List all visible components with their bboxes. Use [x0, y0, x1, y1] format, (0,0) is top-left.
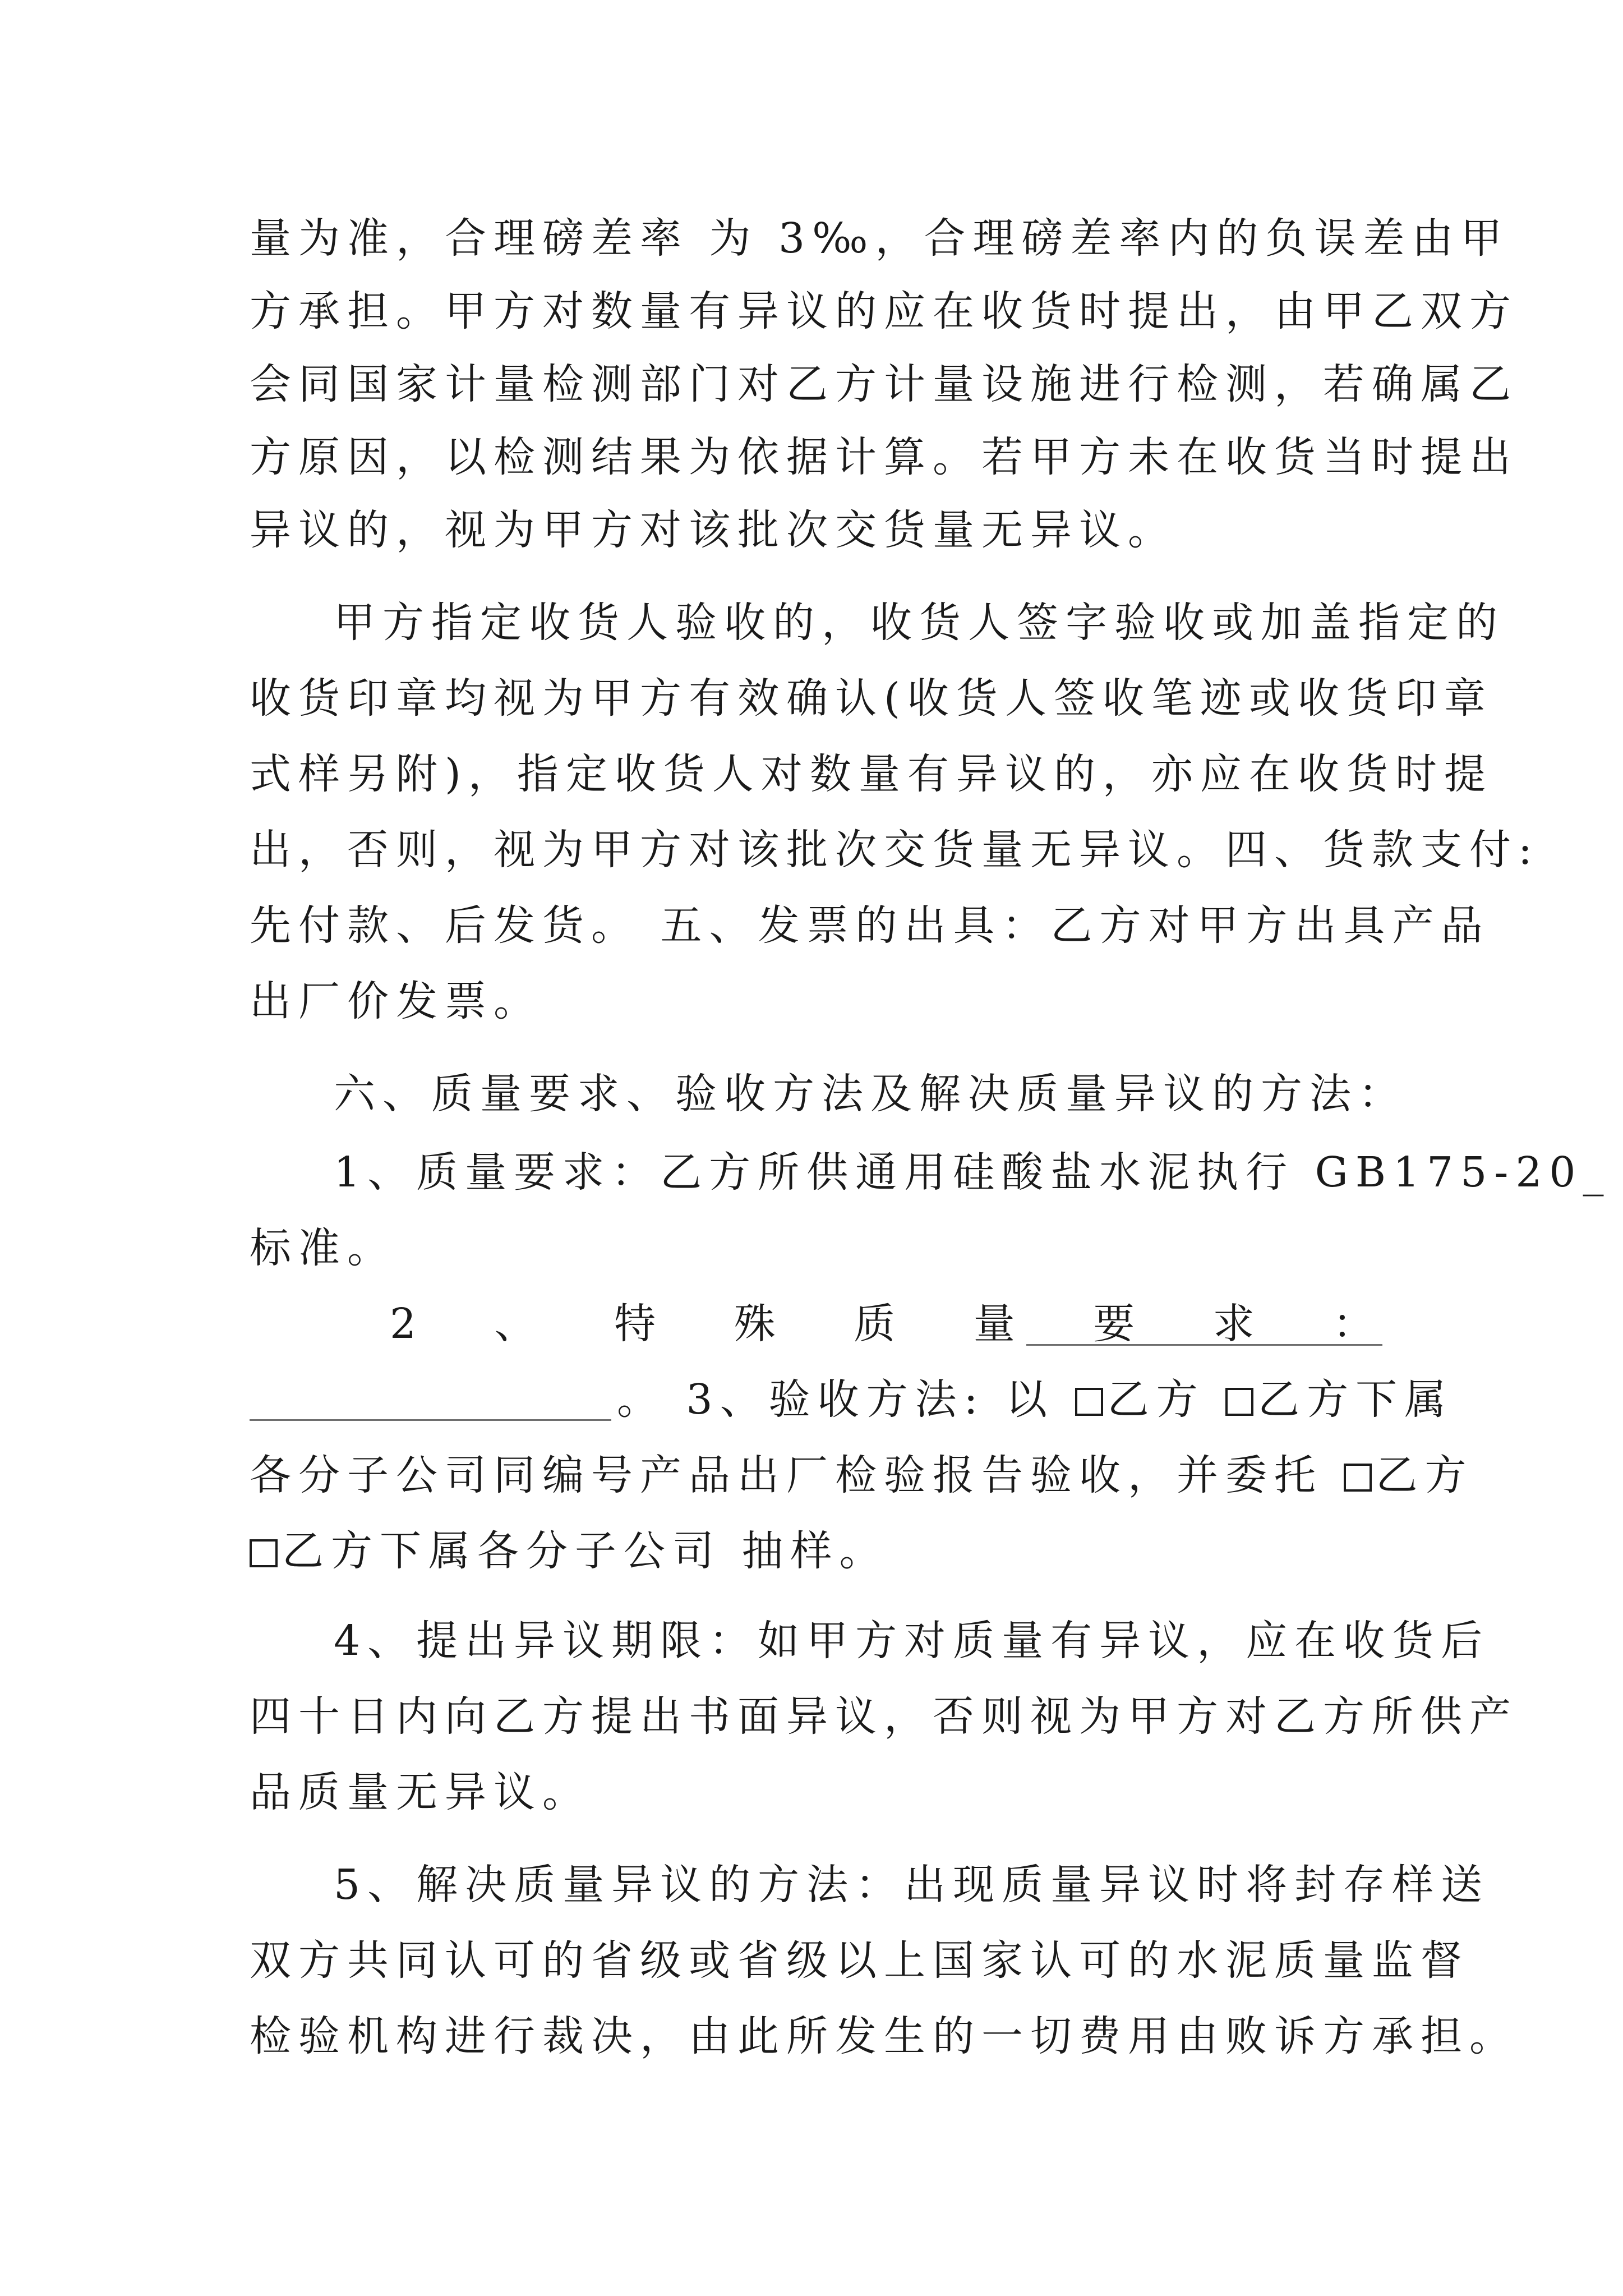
checkbox[interactable]: [1344, 1464, 1372, 1492]
text-line: 式样另附)，指定收货人对数量有异议的，亦应在收货时提: [250, 750, 1493, 798]
text-line: 双方共同认可的省级或省级以上国家认可的水泥质量监督: [250, 1936, 1469, 1985]
text-line: 品质量无异议。: [250, 1768, 591, 1816]
text-line: [617, 1372, 1454, 1428]
line-text: 各分子公司同编号产品出厂检验报告验收，并委托: [250, 1451, 1344, 1499]
option-label: 乙方下属: [1258, 1375, 1454, 1424]
paragraph-first-line: 1、质量要求：乙方所供通用硅酸盐水泥执行 GB175-20_: [334, 1148, 1611, 1197]
checkbox[interactable]: [1225, 1388, 1253, 1416]
line-text: 。 3、验收方法: 以: [617, 1375, 1075, 1424]
text-line: 标准。: [250, 1224, 396, 1272]
section-heading: 六、质量要求、验收方法及解决质量异议的方法：: [334, 1070, 1407, 1118]
text-line: 检验机构进行裁决，由此所发生的一切费用由败诉方承担。: [250, 2012, 1518, 2060]
text-line: 方承担。甲方对数量有异议的应在收货时提出，由甲乙双方: [250, 287, 1518, 335]
text-line: [250, 1523, 1382, 1579]
text-line: 会同国家计量检测部门对乙方计量设施进行检测，若确属乙: [250, 360, 1518, 408]
text-line: 收货印章均视为甲方有效确认(收货人签收笔迹或收货印章: [250, 674, 1493, 723]
special-quality-label: 2 、 特 殊 质 量 要 求 ：: [390, 1300, 1407, 1348]
checkbox[interactable]: [1075, 1388, 1103, 1416]
option-label: 乙方: [1376, 1451, 1474, 1499]
fill-in-blank-line[interactable]: [1026, 1344, 1382, 1346]
text-line: 异议的，视为甲方对该批次交货量无异议。: [250, 506, 1177, 554]
fill-in-blank-line[interactable]: [250, 1419, 611, 1421]
option-label: 乙方下属各分子公司 抽样。: [282, 1527, 888, 1575]
checkbox[interactable]: [250, 1539, 278, 1567]
text-line: 方原因，以检测结果为依据计算。若甲方未在收货当时提出: [250, 433, 1518, 481]
paragraph-first-line: 甲方指定收货人验收的，收货人签字验收或加盖指定的: [334, 599, 1505, 647]
text-line: 出，否则，视为甲方对该批次交货量无异议。四、货款支付:: [250, 826, 1539, 874]
text-line: [250, 1447, 1474, 1503]
text-line: 量为准，合理磅差率 为 3‰，合理磅差率内的负误差由甲: [250, 214, 1510, 263]
option-label: 乙方: [1107, 1375, 1226, 1424]
text-line: 四十日内向乙方提出书面异议，否则视为甲方对乙方所供产: [250, 1692, 1518, 1741]
text-line: 出厂价发票。: [250, 977, 542, 1025]
text-line: 先付款、后发货。 五、发票的出具：乙方对甲方出具产品: [250, 901, 1490, 950]
paragraph-first-line: 4、提出异议期限：如甲方对质量有异议，应在收货后: [334, 1617, 1490, 1665]
paragraph-first-line: 5、解决质量异议的方法：出现质量异议时将封存样送: [334, 1861, 1490, 1909]
